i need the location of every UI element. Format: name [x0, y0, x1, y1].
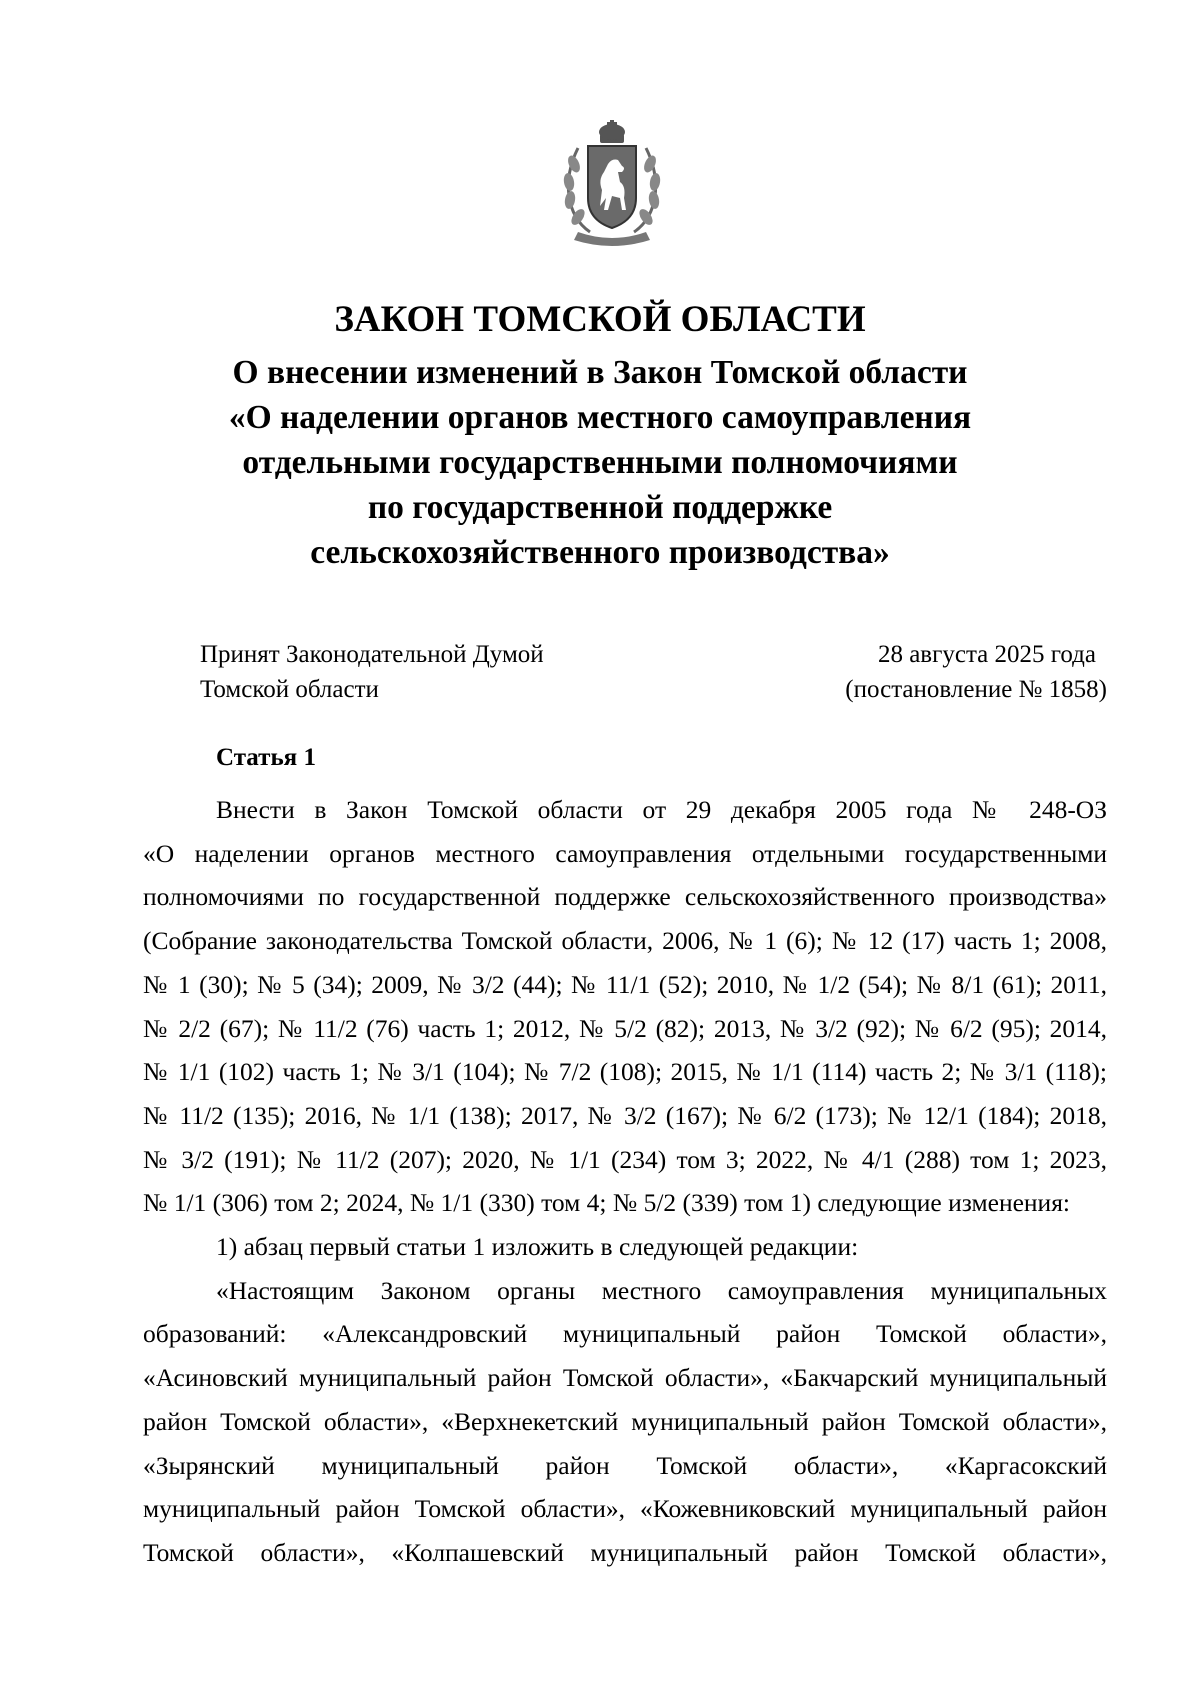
quote-line: «Зырянский муниципальный район Томской области», «Каргасокский: [143, 1450, 1107, 1480]
body-line: № 3/2 (191); № 11/2 (207); 2020, № 1/1 (234) том 3; 2022, № 4/1 (288) том 1; 2023,: [143, 1144, 1107, 1174]
body-line: № 11/2 (135); 2016, № 1/1 (138); 2017, № 3/2 (167); № 6/2 (173); № 12/1 (184); 2018,: [143, 1100, 1107, 1130]
law-subtitle-line: отдельными государственными полномочиями: [242, 444, 958, 481]
quote-line: образований: «Александровский муниципальный район Томской области»,: [143, 1319, 1107, 1349]
adopted-by-line: Томской области: [200, 676, 379, 703]
law-subtitle-line: по государственной поддержке: [367, 489, 833, 526]
body-line: № 1 (30); № 5 (34); 2009, № 3/2 (44); № 11/1 (52); 2010, № 1/2 (54); № 8/1 (61); 2011,: [143, 969, 1107, 999]
resolution-number: (постановление № 1858): [845, 676, 1107, 703]
article-body: [143, 788, 1107, 1575]
law-subtitle-line: «О наделении органов местного самоуправления: [228, 399, 972, 436]
adoption-body: [200, 637, 544, 707]
body-line: № 1/1 (306) том 2; 2024, № 1/1 (330) том 4; № 5/2 (339) том 1) следующие изменения:: [143, 1188, 1071, 1218]
body-line: полномочиями по государственной поддержке сельскохозяйственного производства»: [143, 882, 1107, 912]
law-subtitle-line: сельскохозяйственного производства»: [310, 534, 890, 571]
quote-line: район Томской области», «Верхнекетский муниципальный район Томской области»,: [143, 1406, 1107, 1436]
quote-line: «Настоящим Законом органы местного самоуправления муниципальных: [216, 1275, 1107, 1305]
adoption-date-block: [845, 637, 1107, 707]
article-heading: Статья 1: [216, 744, 316, 771]
adopted-by-line: Принят Законодательной Думой: [200, 641, 544, 668]
body-line: № 1/1 (102) часть 1; № 3/1 (104); № 7/2 (108); 2015, № 1/1 (114) часть 2; № 3/1 (118);: [143, 1057, 1107, 1087]
quote-line: Томской области», «Колпашевский муниципальный район Томской области»,: [143, 1537, 1107, 1567]
law-title: ЗАКОН ТОМСКОЙ ОБЛАСТИ: [334, 299, 866, 340]
body-line: № 2/2 (67); № 11/2 (76) часть 1; 2012, № 5/2 (82); 2013, № 3/2 (92); № 6/2 (95); 2014,: [143, 1013, 1107, 1043]
adoption-date: 28 августа 2025 года: [877, 641, 1096, 668]
body-line: «О наделении органов местного самоуправления отдельными государственными: [143, 838, 1107, 868]
quote-line: «Асиновский муниципальный район Томской области», «Бакчарский муниципальный: [143, 1363, 1107, 1393]
body-line: (Собрание законодательства Томской области, 2006, № 1 (6); № 12 (17) часть 1; 2008,: [143, 926, 1107, 956]
law-title-block: [0, 300, 1200, 575]
quote-line: муниципальный район Томской области», «Кожевниковский муниципальный район: [143, 1494, 1107, 1524]
coat-of-arms-icon: [556, 120, 668, 248]
law-subtitle-line: О внесении изменений в Закон Томской области: [232, 354, 968, 391]
body-line: Внести в Закон Томской области от 29 декабря 2005 года № 248-ОЗ: [216, 795, 1107, 824]
list-item: 1) абзац первый статьи 1 изложить в следующей редакции:: [216, 1232, 859, 1262]
